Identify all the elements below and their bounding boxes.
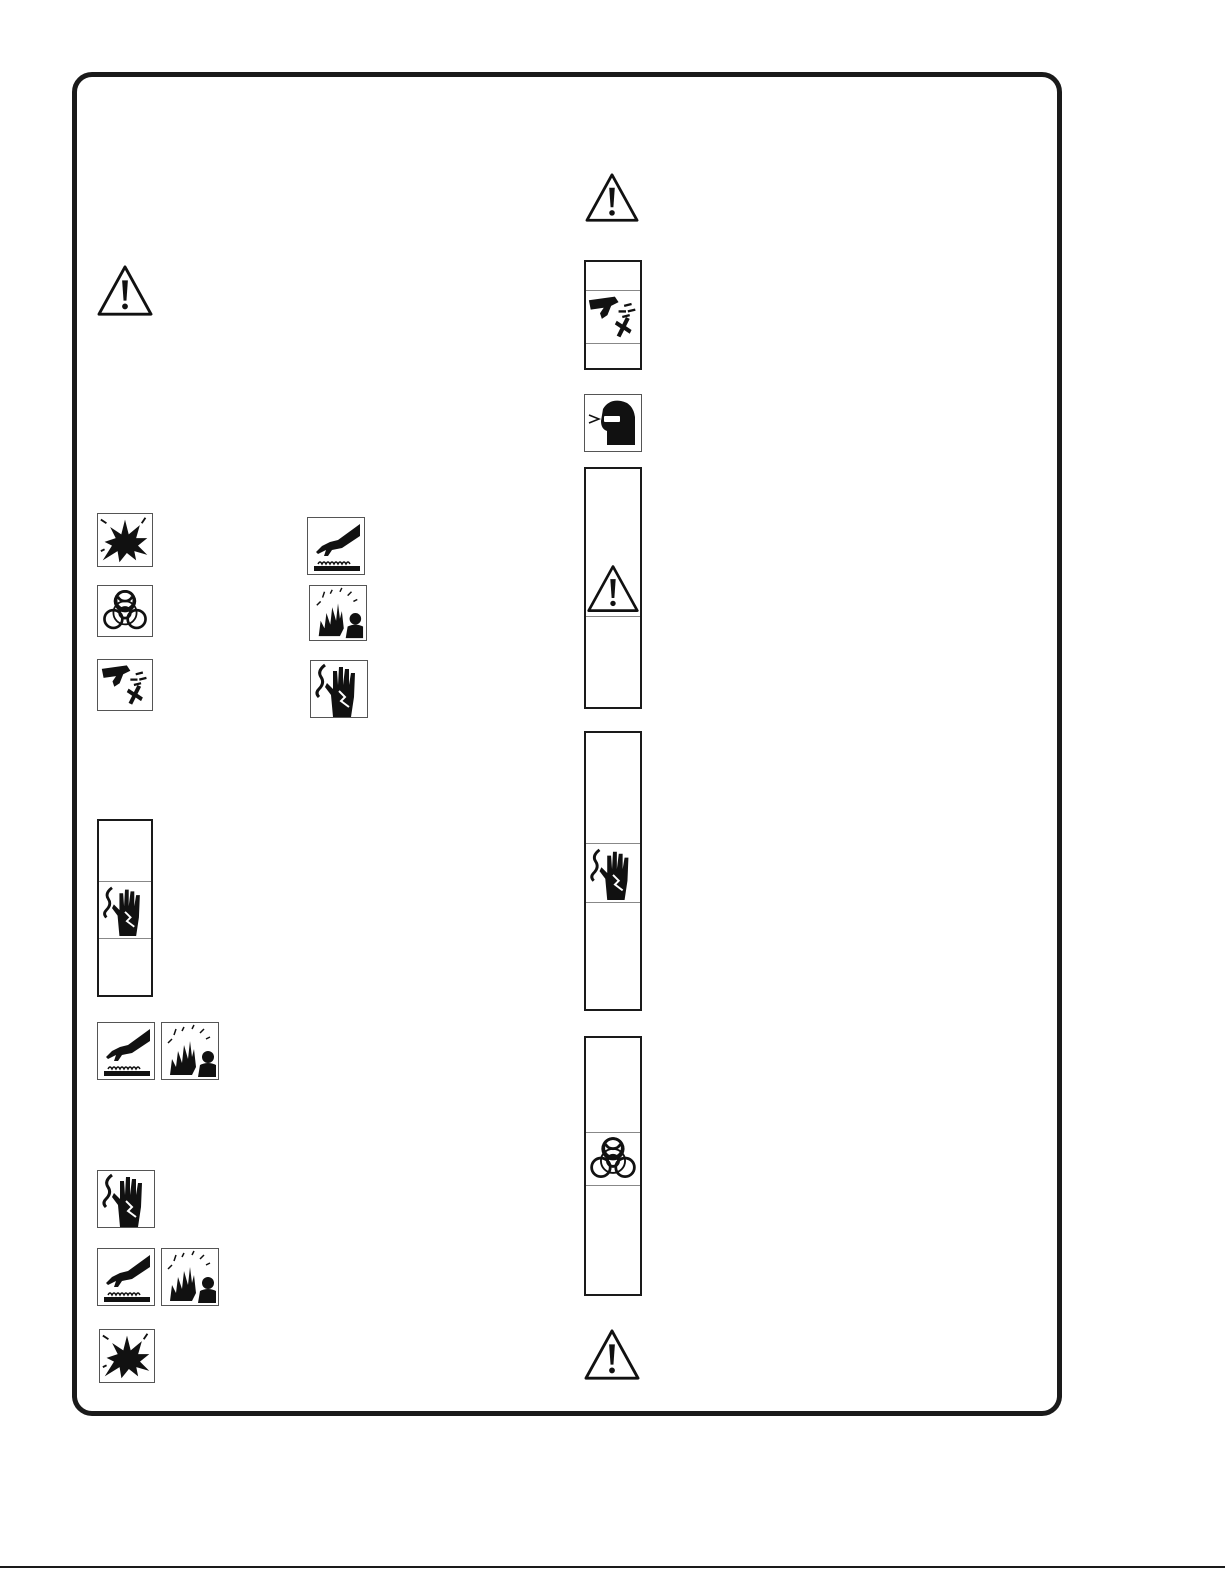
shock-hazard-column xyxy=(584,731,642,1011)
fire-hazard-icon xyxy=(161,1248,219,1306)
hot-surface-hazard-icon xyxy=(307,517,365,575)
moving-parts-hazard-icon xyxy=(586,290,640,344)
warning-column xyxy=(584,467,642,709)
explosion-hazard-icon xyxy=(99,1329,155,1383)
page-frame xyxy=(72,72,1062,1416)
warning-triangle-icon xyxy=(96,264,154,318)
electric-shock-hazard-icon xyxy=(97,1170,155,1228)
warning-triangle-icon xyxy=(583,172,641,224)
hot-surface-hazard-icon xyxy=(97,1248,155,1306)
footer-rule xyxy=(0,1566,1225,1568)
moving-parts-hazard-icon xyxy=(97,659,153,711)
explosion-hazard-icon xyxy=(97,513,153,567)
eye-protection-icon xyxy=(584,394,642,452)
hot-surface-hazard-icon xyxy=(97,1022,155,1080)
warning-triangle-icon xyxy=(586,562,640,617)
moving-parts-column xyxy=(584,260,642,370)
fire-hazard-icon xyxy=(309,585,367,641)
electric-shock-hazard-icon xyxy=(310,660,368,718)
electric-shock-hazard-icon xyxy=(99,881,151,939)
biohazard-icon xyxy=(97,585,153,637)
biohazard-column xyxy=(584,1036,642,1296)
biohazard-icon xyxy=(586,1132,640,1186)
electric-shock-hazard-icon xyxy=(586,843,640,903)
fire-hazard-icon xyxy=(161,1022,219,1080)
warning-triangle-icon xyxy=(583,1328,641,1382)
shock-hazard-column xyxy=(97,819,153,997)
